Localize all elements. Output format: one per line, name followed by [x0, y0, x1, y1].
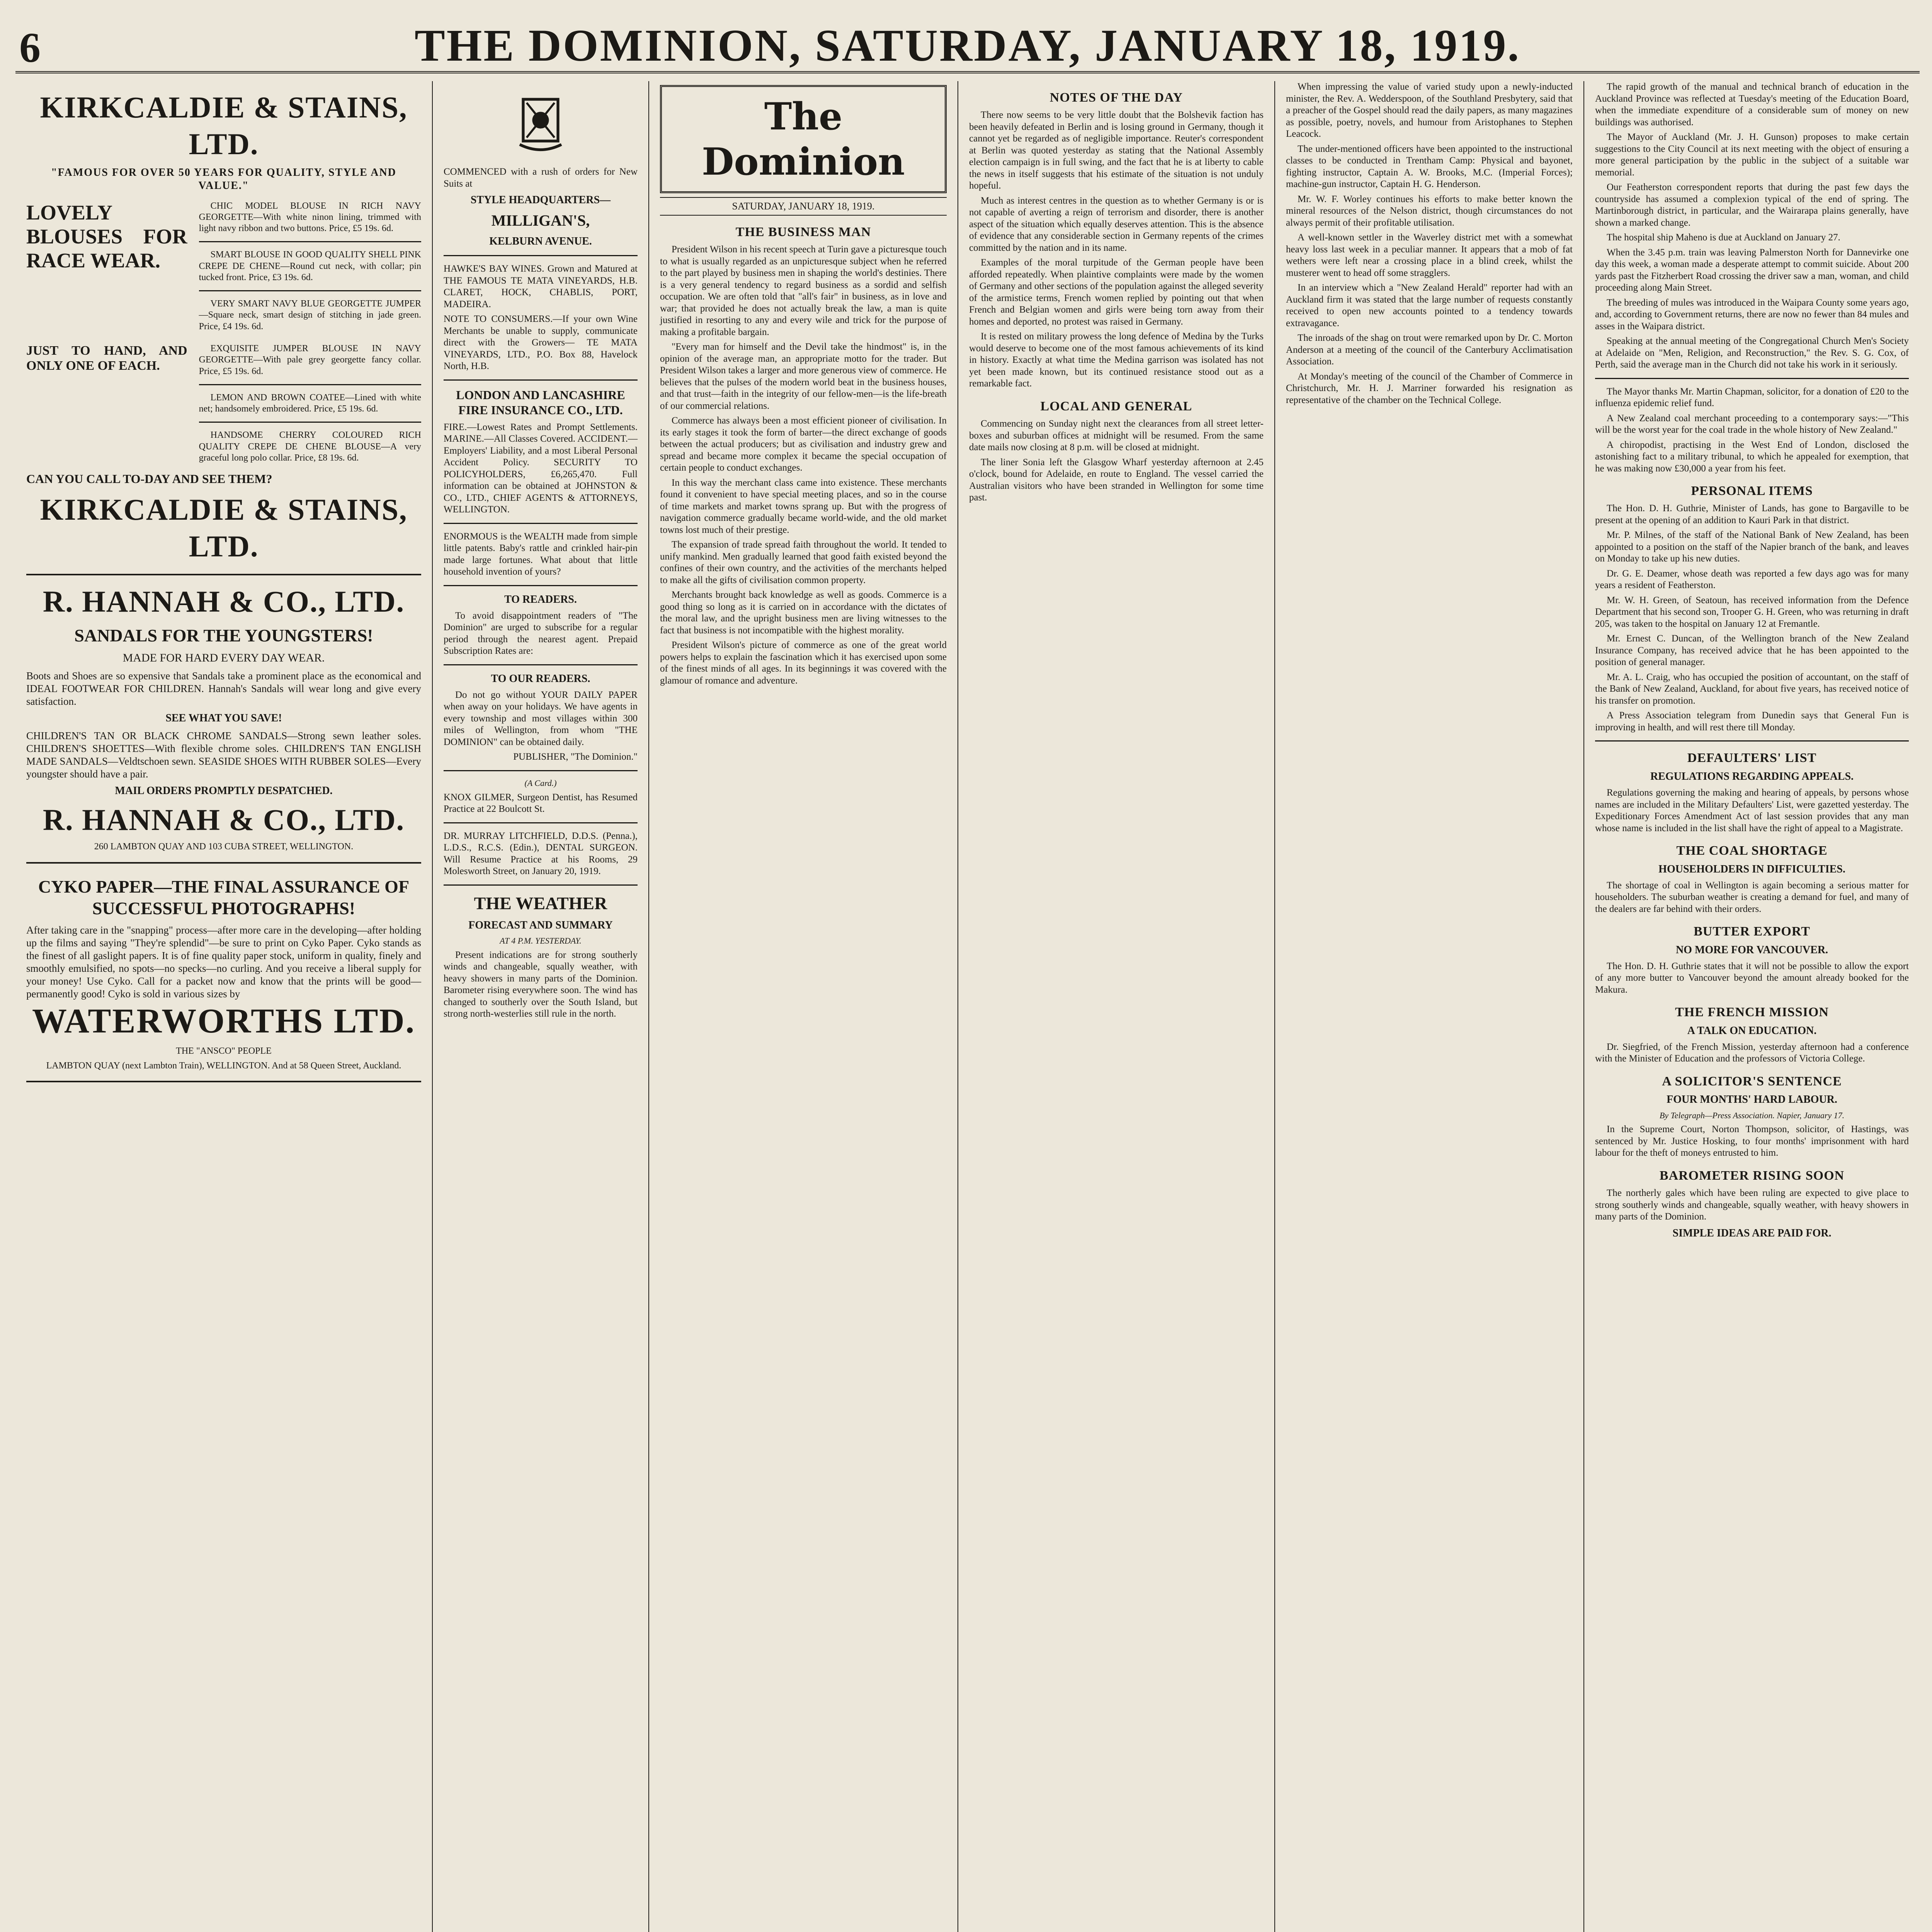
article-paragraph: Dr. G. E. Deamer, whose death was reported a few days ago was for many years a resident of Featherston.: [1595, 568, 1909, 591]
patents-ad: ENORMOUS is the WEALTH made from simple little patents. Baby's rattle and crinkled hair-pin made large fortunes. What about that little household invention of yours?: [444, 531, 638, 577]
article-paragraph: There now seems to be very little doubt that the Bolshevik faction has been heavily defeated in Berlin and is losing ground in Germany, though it cannot yet be regarded as of negligible importance. Reuter's correspondent at Berlin was quoted yesterday as stating that the National Assembly election campaign is in full swing, and the fact that he is at liberty to cable the news in itself suggests that his estimate of the situation is not unduly hopeful.: [969, 110, 1264, 191]
editorial-paragraph: President Wilson in his recent speech at Turin gave a picturesque touch to what is usually regarded as an unpicturesque subject when he referred to the part played by business men in shaping the world's destinies. There is a very general tendency to regard business as a sordid and selfish occupation. We are often told that "all's fair" in business, as in love and war; that provided he does not actually break the law, a man is quite justified in resorting to any and every wile and trick for the purpose of making a profitable bargain.: [660, 244, 947, 337]
article-paragraph: The inroads of the shag on trout were remarked upon by Dr. C. Morton Anderson at a meeting of the council of the Canterbury Acclimatisation Association.: [1286, 333, 1573, 367]
small-ads-column: [433, 81, 649, 1932]
weather-body: Present indications are for strong southerly winds and changeable, squally weather, with heavy showers in many parts of the Dominion. Barometer rising everywhere soon. The wind has changed to southerly over the South Island, but strong north-westerlies still rule in the north.: [444, 949, 638, 1019]
card-label: (A Card.): [524, 778, 557, 788]
blouse-item: EXQUISITE JUMPER BLOUSE IN NAVY GEORGETTE—With pale grey georgette fancy collar. Price, £5 19s. 6d.: [199, 344, 421, 376]
publisher-sign: PUBLISHER, "The Dominion.": [513, 752, 638, 762]
hannah-title-footer: R. HANNAH & CO., LTD.: [43, 803, 405, 837]
article-paragraph: It is rested on military prowess the long defence of Medina by the Turks would deserve to become one of the most famous achievements of its kind in history. Exactly at what time the Medina garrison was isolated has not yet been made known, but its continued resistance stood out as a remarkable fact.: [969, 331, 1264, 389]
editorial-paragraph: Merchants brought back knowledge as well as goods. Commerce is a good thing so long as it is carried on in accordance with the dictates of the moral law, and the upright business men are living witnesses to the fact that business is not incompatible with the highest morality.: [660, 590, 947, 636]
news-column-5: [1275, 81, 1584, 1932]
editorial-paragraph: In this way the merchant class came into existence. These merchants found it convenient to have special meeting places, and so in the course of time markets and market towns sprang up. But with the progress of navigation commerce gradually became world-wide, and the old market towns lost much of their prestige.: [660, 477, 947, 535]
commenced-text: COMMENCED with a rush of orders for New Suits at: [444, 167, 638, 189]
article-paragraph: The liner Sonia left the Glasgow Wharf yesterday afternoon at 2.45 o'clock, bound for Adelaide, en route to England. The vessel carried the Australian visitors who have been stranded in Wellington for some time past.: [969, 457, 1264, 503]
article-paragraph: Dr. Siegfried, of the French Mission, yesterday afternoon had a conference with the Minister of Education and the professors of Victoria College.: [1595, 1041, 1909, 1064]
editorial-paragraph: Commerce has always been a most efficient pioneer of civilisation. In its early stages it took the form of barter—the direct exchange of goods between the actual producers; but as civilisation and industry grew and spread and became more complex it became the special occupation of certain people to conduct exchanges.: [660, 415, 947, 473]
ad-column: [15, 81, 433, 1932]
blouse-item: VERY SMART NAVY BLUE GEORGETTE JUMPER—Square neck, smart design of stitching in jade green. Price, £4 19s. 6d.: [199, 299, 421, 332]
article-paragraph: A chiropodist, practising in the West End of London, disclosed the astonishing fact to a military tribunal, to which he appealed for exemption, that he was making now £30,000 a year from his feet.: [1595, 439, 1909, 474]
article-paragraph: Mr. W. F. Worley continues his efforts to make better known the mineral resources of the Nelson district, though circumstances do not always permit of their profitable utilisation.: [1286, 194, 1573, 228]
article-paragraph: The Mayor of Auckland (Mr. J. H. Gunson) proposes to make certain suggestions to the City Council at its next meeting with the object of ensuring a more general participation by the public in the subject of a suitable war memorial.: [1595, 132, 1909, 178]
cyko-title: CYKO PAPER—THE FINAL ASSURANCE OF SUCCESSFUL PHOTOGRAPHS!: [38, 876, 410, 918]
litchfield-notice: DR. MURRAY LITCHFIELD, D.D.S. (Penna.), L.D.S., R.C.S. (Edin.), DENTAL SURGEON. Will Resume Practice at his Rooms, 29 Molesworth Street, on January 20, 1919.: [444, 830, 638, 877]
local-and-general-heading: LOCAL AND GENERAL: [1040, 399, 1192, 413]
hannah-ad: [26, 575, 421, 863]
waterworths-title: WATERWORTHS LTD.: [32, 1002, 415, 1041]
blouse-item: LEMON AND BROWN COATEE—Lined with white net; handsomely embroidered. Price, £5 19s. 6d.: [199, 392, 421, 414]
defaulters-list-heading: DEFAULTERS' LIST: [1687, 751, 1817, 765]
article-paragraph: The hospital ship Maheno is due at Auckland on January 27.: [1607, 232, 1840, 243]
barometer-heading: BAROMETER RISING SOON: [1659, 1168, 1845, 1183]
masthead: [15, 15, 1920, 73]
personal-items-heading: PERSONAL ITEMS: [1691, 484, 1813, 498]
waterworths-sub: THE "ANSCO" PEOPLE: [176, 1046, 272, 1056]
hannah-address: 260 LAMBTON QUAY AND 103 CUBA STREET, WELLINGTON.: [94, 842, 354, 852]
to-our-readers-heading: TO OUR READERS.: [491, 672, 590, 685]
editorial-paragraph: President Wilson's picture of commerce as one of the great world powers helps to explain the fascination which it has exercised upon some of the finest minds of all ages. In its beginnings it was covered with the glamour of romance and adventure.: [660, 640, 947, 686]
education-subhead: A TALK ON EDUCATION.: [1687, 1024, 1817, 1037]
article-paragraph: The Hon. D. H. Guthrie states that it will not be possible to allow the export of any more butter to Vancouver beyond the amount already booked for the Makura.: [1595, 961, 1909, 995]
kirkcaldie-title: KIRKCALDIE & STAINS, LTD.: [40, 90, 408, 161]
vancouver-subhead: NO MORE FOR VANCOUVER.: [1675, 944, 1828, 956]
article-paragraph: The under-mentioned officers have been appointed to the instructional classes to be conducted in Trentham Camp: Physical and bayonet, fighting instructor, Captain A. W. Brooks, M.C. (Imperial Forces); machine-gun instructor, Captain H. G. Henderson.: [1286, 143, 1573, 189]
coal-shortage-heading: THE COAL SHORTAGE: [1676, 844, 1828, 858]
article-paragraph: Mr. W. H. Green, of Seatoun, has received information from the Defence Department that his second son, Trooper G. H. Green, who was returning in draft 205, was taken to the hospital on January 12 at Fremantle.: [1595, 595, 1909, 629]
sandals-body: Boots and Shoes are so expensive that Sandals take a prominent place as the economical and IDEAL FOOTWEAR FOR CHILDREN. Hannah's Sandals will wear long and give every satisfaction.: [26, 670, 421, 707]
article-paragraph: Our Featherston correspondent reports that during the past few days the countryside has assumed a complexion typical of the end of spring. The Martinborough district, in particular, and the Wairarapa plains generally, have shown a marked change.: [1595, 182, 1909, 228]
kelburn-avenue: KELBURN AVENUE.: [489, 235, 592, 247]
knox-gilmer: KNOX GILMER, Surgeon Dentist, has Resumed Practice at 22 Boulcott St.: [444, 792, 638, 815]
london-lancashire-body: FIRE.—Lowest Rates and Prompt Settlements. MARINE.—All Classes Covered. ACCIDENT.—Employers' Liability, and a most Liberal Personal Accident Policy. SECURITY TO POLICYHOLDERS, £6,265,470. Full information can be obtained at JOHNSTON & CO., LTD., CHIEF AGENTS & ATTORNEYS, WELLINGTON.: [444, 422, 638, 515]
cyko-ad: [26, 864, 421, 1082]
telegraph-byline: By Telegraph—Press Association. Napier, January 17.: [1659, 1110, 1845, 1120]
article-paragraph: Mr. P. Milnes, of the staff of the National Bank of New Zealand, has been appointed to a position on the staff of the Napier branch of the bank, and leaves on Monday to take up his new duties.: [1595, 530, 1909, 564]
wines-ad: HAWKE'S BAY WINES. Grown and Matured at THE FAMOUS TE MATA VINEYARDS, H.B. CLARET, HOCK, CHABLIS, PORT, MADEIRA.: [444, 264, 638, 310]
article-paragraph: In an interview which a "New Zealand Herald" reporter had with an Auckland firm it was stated that the large number of requests constantly received to open new accounts pointed to a tendency towards extravagance.: [1286, 282, 1573, 328]
page-number: 6: [19, 24, 41, 71]
article-paragraph: The shortage of coal in Wellington is again becoming a serious matter for householders. The suburban weather is creating a demand for fuel, and many of the dealers are far behind with their orders.: [1595, 880, 1909, 914]
article-paragraph: Commencing on Sunday night next the clearances from all street letter-boxes and suburban offices at midnight will be resumed. From the same date mails now closing at 8 p.m. will be closed at midnight.: [969, 418, 1264, 453]
forecast-time: AT 4 P.M. YESTERDAY.: [500, 936, 582, 946]
article-paragraph: Mr. Ernest C. Duncan, of the Wellington branch of the New Zealand Insurance Company, has received advice that he has been appointed to the position of general manager.: [1595, 633, 1909, 668]
editorial-column: [649, 81, 958, 1932]
forecast-heading: FORECAST AND SUMMARY: [468, 919, 613, 931]
article-paragraph: A Press Association telegram from Dunedin says that General Fun is improving in health, and will rest there till Monday.: [1595, 710, 1909, 733]
dominion-nameplate: The Dominion: [660, 85, 947, 193]
see-what-you-save: SEE WHAT YOU SAVE!: [165, 712, 282, 724]
article-paragraph: Regulations governing the making and hearing of appeals, by persons whose names are included in the Military Defaulters' List, were gazetted yesterday. The Expeditionary Forces Amendment Act of last session provides that any man whose name is included in the list shall have the right of appeal to a Magistrate.: [1595, 787, 1909, 833]
blouse-item: SMART BLOUSE IN GOOD QUALITY SHELL PINK CREPE DE CHENE—Round cut neck, with collar; pin tucked front. Price, £3 19s. 6d.: [199, 250, 421, 282]
solicitor-sentence-heading: A SOLICITOR'S SENTENCE: [1662, 1074, 1842, 1088]
to-readers-heading: TO READERS.: [504, 593, 577, 605]
article-paragraph: At Monday's meeting of the council of the Chamber of Commerce in Christchurch, Mr. H. J. Marriner forwarded his resignation as representative of the chamber on the Technical College.: [1286, 371, 1573, 405]
article-paragraph: A well-known settler in the Waverley district met with a somewhat heavy loss last week in a peculiar manner. It appears that a mob of fat wethers were left near a crossing place in a blind creek, whilst the musterer went to head off some stragglers.: [1286, 232, 1573, 278]
article-paragraph: In the Supreme Court, Norton Thompson, solicitor, of Hastings, was sentenced by Mr. Justice Hosking, to four months' imprisonment with hard labour for the theft of moneys entrusted to him.: [1595, 1124, 1909, 1158]
article-paragraph: Mr. A. L. Craig, who has occupied the position of accountant, on the staff of the Bank of New Zealand, Auckland, for about five years, has received notice of his transfer on promotion.: [1595, 672, 1909, 706]
sandals-heading: SANDALS FOR THE YOUNGSTERS!: [74, 625, 373, 645]
sandals-prices: CHILDREN'S TAN OR BLACK CHROME SANDALS—Strong sewn leather soles. CHILDREN'S SHOETTES—With flexible chrome soles. CHILDREN'S TAN ENGLISH MADE SANDALS—Veldtschoen sewn. SEASIDE SHOES WITH RUBBER SOLES—Every youngster should have a pair.: [26, 730, 421, 780]
householders-subhead: HOUSEHOLDERS IN DIFFICULTIES.: [1658, 863, 1845, 875]
lovely-blouses-heading: LOVELY BLOUSES FOR RACE WEAR.: [26, 201, 187, 272]
wines-notice: NOTE TO CONSUMERS.—If your own Wine Merchants be unable to supply, communicate direct with the Growers— TE MATA VINEYARDS, LTD., P.O. Box 88, Havelock North, H.B.: [444, 314, 638, 372]
cyko-body: After taking care in the "snapping" process—after more care in the developing—after holding up the films and saying "They're splendid"—be sure to print on Cyko Paper. Cyko stands as the finest of all gaslight papers. It is of fine quality paper stock, uniform in quality, finely and smoothly emulsified, no spots—no specks—no curling. And you receive a liberal supply for your money! Use Cyko. Call for a packet now and know that the prints will be good—permanently good! Cyko is sold in various sizes by: [26, 924, 421, 1000]
kirkcaldie-row-2: [26, 343, 421, 467]
article-paragraph: When impressing the value of varied study upon a newly-inducted minister, the Rev. A. Wedderspoon, of the Southland Presbytery, said that a preacher of the Gospel should read the daily papers, as many magazines as possible, poetry, novels, and humour from Aristophanes to Stephen Leacock.: [1286, 82, 1573, 139]
to-readers-body: To avoid disappointment readers of "The Dominion" are urged to subscribe for a regular period through the nearest agent. Prepaid Subscription Rates are:: [444, 610, 638, 656]
article-paragraph: The Mayor thanks Mr. Martin Chapman, solicitor, for a donation of £20 to the influenza epidemic relief fund.: [1595, 386, 1909, 408]
article-paragraph: The breeding of mules was introduced in the Waipara County some years ago, and, according to Government returns, there are now no fewer than 84 mules and asses in the Waipara district.: [1595, 297, 1909, 332]
editorial-paragraph: The expansion of trade spread faith throughout the world. It tended to unify mankind. Men gradually learned that good faith existed beyond the confines of their own country, and the activities of the merchants helped to make all the gifts of civilisation common property.: [660, 539, 947, 585]
french-mission-heading: THE FRENCH MISSION: [1675, 1005, 1829, 1020]
editorial-date: SATURDAY, JANUARY 18, 1919.: [660, 197, 947, 216]
kirkcaldie-tagline: "FAMOUS FOR OVER 50 YEARS FOR QUALITY, STYLE AND VALUE.": [51, 167, 396, 192]
blouse-item: CHIC MODEL BLOUSE IN RICH NAVY GEORGETTE—With white ninon lining, trimmed with light navy ribbon and two buttons. Price, £5 19s. 6d.: [199, 201, 421, 234]
news-column-6: [1584, 81, 1920, 1932]
kirkcaldie-title-footer: KIRKCALDIE & STAINS, LTD.: [40, 493, 408, 563]
just-to-hand: JUST TO HAND, AND ONLY ONE OF EACH.: [26, 344, 187, 373]
masthead-headline: THE DOMINION, SATURDAY, JANUARY 18, 1919.: [414, 20, 1521, 71]
kirkcaldie-row-1: [26, 201, 421, 335]
article-paragraph: A New Zealand coal merchant proceeding to a contemporary says:—"This will be the worst year for the coal trade in the whole history of New Zealand.": [1595, 413, 1909, 435]
article-paragraph: The northerly gales which have been ruling are expected to give place to strong southerly winds and changeable, squally weather, with heavy showers in many parts of the Dominion.: [1595, 1188, 1909, 1222]
style-headquarters: STYLE HEADQUARTERS—: [470, 194, 611, 206]
notes-of-the-day-heading: NOTES OF THE DAY: [1049, 90, 1183, 105]
sandals-made: MADE FOR HARD EVERY DAY WEAR.: [122, 651, 325, 664]
editorial-paragraph: "Every man for himself and the Devil take the hindmost" is, in the opinion of the average man, an appropriate motto for the trader. But President Wilson takes a larger and more generous view of commerce. He believes that the pulses of the modern world beat in the business houses, and that trust—faith in the integrity of our fellow-men—is the life-breath of our commercial relations.: [660, 342, 947, 411]
butter-export-heading: BUTTER EXPORT: [1694, 924, 1810, 939]
blouse-item: HANDSOME CHERRY COLOURED RICH QUALITY CREPE DE CHENE BLOUSE—A very graceful long polo collar. Price, £8 19s. 6d.: [199, 430, 421, 463]
to-our-readers-body: Do not go without YOUR DAILY PAPER when away on your holidays. We have agents in every township and most villages within 300 miles of Wellington, from whom "THE DOMINION" can be obtained daily.: [444, 689, 638, 747]
simple-ideas-heading: SIMPLE IDEAS ARE PAID FOR.: [1672, 1227, 1832, 1239]
notes-column: [958, 81, 1275, 1932]
hannah-title: R. HANNAH & CO., LTD.: [43, 585, 405, 619]
mail-orders: MAIL ORDERS PROMPTLY DESPATCHED.: [115, 785, 333, 797]
crest-icon: [444, 81, 638, 166]
article-paragraph: Much as interest centres in the question as to whether Germany is or is not capable of averting a reign of terrorism and disorder, there is another aspect of the situation which equally deserves attention. This is the absence of evidence that any considerable section in Germany repents of the crimes committed by the nation and in its name.: [969, 195, 1264, 253]
crest-icon-graphic: [506, 89, 575, 158]
weather-heading: THE WEATHER: [474, 893, 607, 913]
london-lancashire-title: LONDON AND LANCASHIRE FIRE INSURANCE CO., LTD.: [456, 388, 625, 417]
article-paragraph: Speaking at the annual meeting of the Congregational Church Men's Society at Adelaide on "Men, Religion, and Reconstruction," the Rev. S. G. Cox, of Perth, said the average man in the Church did not take his work in it seriously.: [1595, 336, 1909, 370]
business-man-heading: THE BUSINESS MAN: [735, 224, 871, 239]
milligans: MILLIGAN'S,: [491, 212, 590, 230]
article-paragraph: Examples of the moral turpitude of the German people have been afforded repeatedly. When plaintive complaints were made by the women of Germany and other sections of the population against the alleged severity of the armistice terms, French women replied by pointing out that when French and Belgian women and girls were being torn away from their homes and deported, no protest was raised in Germany.: [969, 257, 1264, 327]
article-paragraph: The rapid growth of the manual and technical branch of education in the Auckland Province was reflected at Tuesday's meeting of the Education Board, when the immediate expenditure of a considerable sum of money on new buildings was authorised.: [1595, 82, 1909, 128]
waterworths-address: LAMBTON QUAY (next Lambton Train), WELLINGTON. And at 58 Queen Street, Auckland.: [46, 1060, 401, 1071]
regulations-subhead: REGULATIONS REGARDING APPEALS.: [1650, 770, 1854, 782]
article-paragraph: When the 3.45 p.m. train was leaving Palmerston North for Dannevirke one day this week, a woman made a desperate attempt to commit suicide. About 200 yards past the Fitzherbert Road crossing the driver saw a man, woman, and child proceeding along Main Street.: [1595, 247, 1909, 293]
hard-labour-subhead: FOUR MONTHS' HARD LABOUR.: [1667, 1094, 1837, 1106]
kirkcaldie-ad: [26, 81, 421, 575]
call-today: CAN YOU CALL TO-DAY AND SEE THEM?: [26, 472, 272, 486]
article-paragraph: The Hon. D. H. Guthrie, Minister of Lands, has gone to Bargaville to be present at the opening of an addition to Kauri Park in that district.: [1595, 503, 1909, 526]
